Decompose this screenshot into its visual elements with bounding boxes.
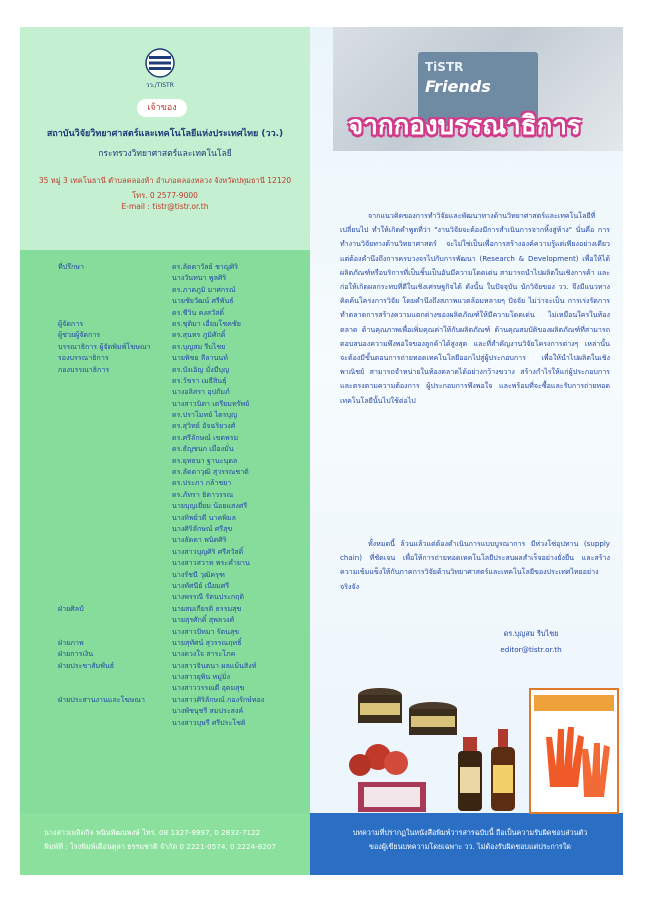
staff-row [20,352,310,363]
staff-name: ดร.ภาคภูมิ มาศกรณ์ [172,284,236,294]
banner-title: จากกองบรรณาธิการ [348,111,581,141]
phone: โทร. 0 2577-9000 [132,191,198,200]
staff-row [20,489,310,500]
staff-role: ฝ่ายศิลป์ [58,603,84,613]
magazine-page [20,27,623,875]
staff-row [20,534,310,545]
staff-role: ผู้ช่วยผู้จัดการ [58,330,101,340]
staff-name: นายพิชย ลีลานนท์ [172,353,228,363]
staff-name: นางสาววรรณดี อุดมสุข [172,683,245,693]
staff-row [20,295,310,306]
logo-text: วว./TISTR [146,82,174,89]
staff-row [20,557,310,568]
sauce-bottle-icon [458,729,515,811]
tistr-logo-icon [132,45,188,91]
staff-name: นางสาวยุพิน หมู่มิ่ง [172,672,231,682]
staff-name: นางลัดดา พนิตศิริ [172,535,227,545]
staff-name: ดร.สุนทร ภูมิศักดิ์ [172,330,226,340]
staff-name: ดร.ศรีลักษณ์ เขตพรม [172,432,239,442]
staff-row [20,580,310,591]
staff-name: นางสาวสวาท พระคำยาน [172,558,250,568]
staff-name: นางพรรณี รัตนประกฤติ [172,592,245,602]
photo-sign-text: Friends [425,77,491,96]
editorial-paragraph: ทั้งหมดนี้ ล้วนแล้วแต่ต้องดำเนินการแบบบูรณาการ มีห่วงโซ่อุปทาน (supply chain) ที่ชัดเจน เพื่อให้การถ่ายทอดเทคโนโลยีประสบผลสำเร็จอย่างยั่งยืน และสร้างความเข้มแข็งให้กับภาคการวิจัยด้านวิทยาศาสตร์และเทคโนโลยีของประเทศไทยอย่างจริงจัง [340,539,610,591]
staff-row [20,569,310,580]
staff-row [20,523,310,534]
staff-name: นางทิพย์วดี นาคพิมล [172,512,236,522]
staff-name: นางสาวศิริลักษณ์ กองรักษ์ทอง [172,694,265,704]
signature-name: ดร.บุญสม รีบไชย [503,629,559,638]
staff-name: นางสาวปัทมา รัตนสุข [172,626,240,636]
staff-name: ดร.ยุทธนา ฐานะนุดล [172,455,238,465]
staff-name: นางสาวนิตา เตรียมทรัพย์ [172,398,250,408]
ministry-name: กระทรวงวิทยาศาสตร์และเทคโนโลยี [98,149,232,159]
staff-list [20,261,310,728]
staff-role: ฝ่ายการเงิน [58,649,94,659]
staff-name: ดร.ภัทรา ธิตาวรรณ [172,489,234,499]
staff-name: ดร.ชีวิน คงสวัสดิ์ [172,307,225,317]
box-product-icon [358,782,426,812]
signature-email: editor@tistr.or.th [500,645,562,654]
staff-name: ดร.สุวิทย์ อัจฉริยวงศ์ [172,421,236,431]
staff-role: ที่ปรึกษา [58,262,84,271]
footer-right-line: ของผู้เขียนบทความโดยเฉพาะ วว. ไม่ต้องรับผิดชอบแต่ประการใด [369,842,571,851]
staff-role: กองบรรณาธิการ [58,364,110,374]
staff-name: ดร.ธัญชนก เมืองมั่น [172,444,234,454]
staff-role: ฝ่ายประชาสัมพันธ์ [58,660,115,670]
footer-left-line: นางสาวเพลิดกิจ พนินพัฒนพงษ์ โทร. 08 1327-9997, 0 2832-7122 [44,828,261,837]
staff-name: ดร.บุญสม รีบไชย [172,341,226,351]
staff-row [20,443,310,454]
product-photo [338,667,628,817]
staff-row [20,637,310,648]
staff-row [20,329,310,340]
staff-name: นายบุญเยี่ยม น้อยแสงศรี [172,501,248,511]
staff-row [20,614,310,625]
staff-row [20,682,310,693]
staff-row [20,660,310,671]
organization-name: สถาบันวิจัยวิทยาศาสตร์และเทคโนโลยีแห่งประเทศไทย (วว.) [46,129,284,139]
staff-name: นางสาวบุญศิริ ศรีสวัสดิ์ [172,546,244,556]
staff-role: รองบรรณาธิการ [58,353,109,363]
staff-row [20,546,310,557]
staff-name: นางสาวบุษรี ศรีประโชติ [172,717,246,727]
staff-name: นางศิริลักษณ์ ศรีสุข [172,523,233,533]
photo-sign-text: TiSTR [425,60,464,74]
staff-row [20,694,310,705]
staff-row [20,477,310,488]
staff-row [20,375,310,386]
staff-name: นางดวงใจ สาระโภค [172,649,236,659]
staff-name: นางวันทนา พูลศิริ [172,273,227,283]
owner-badge: เจ้าของ [137,99,187,117]
staff-row [20,432,310,443]
staff-row [20,307,310,318]
staff-name: ดร.บังเอิญ มั่งมีบุญ [172,364,229,374]
staff-row [20,705,310,716]
editorial-paragraph: จากแนวคิดของการทำวิจัยและพัฒนาทางด้านวิทยาศาสตร์และเทคโนโลยีที่เปลี่ยนไป ทำให้เกิดคำพูดที่ว่า "งานวิจัยจะต้องมีการสำเนินการจากหิ้งสู่ห้าง" นั่นคือ การทำงานวิจัยทางด้านวิทยาศาสตร์ จะไม่ใช่เป็นเพื่อการสร้างองค์ความรู้แต่เพียงอย่างเดียว แต่ต้องคำนึงถึงการครบวงจรไปกับการพัฒนา (Research & Development) เพื่อให้ได้ผลิตภัณฑ์หรือบริการที่เป็นชิ้นเป็นอันมีความโดดเด่น สามารถนำไปผลิตในเชิงการค้า และก่อให้เกิดผลกระทบที่ดีในเชิงเศรษฐกิจได้ ดังนั้น ในปัจจุบัน นักวิจัยของ วว. จึงมีแนวทางคิดค้นโครงการวิจัย โดยคำนึงถึงสภาพแวดล้อมหลายๆ ปัจจัย ไม่ว่าจะเป็น การเร่งรัดการทำตลาดการสร้างความแตกต่างของผลิตภัณฑ์ให้มีความโดดเด่น ไม่เหมือนใครในท้องตลาด ด้านคุณภาพเพื่อเพิ่มคุณค่าให้กับผลิตภัณฑ์ ด้านคุณสมบัติของผลิตภัณฑ์ที่สามารถตอบสนองความพึงพอใจของลูกค้าได้สูงสุด และที่สำคัญงานวิจัยโครงการต่างๆ เหล่านั้น จะต้องมีขั้นตอนการถ่ายทอดเทคโนโลยีออกไปสู่ผู้ประกอบการ เพื่อให้นำไปผลิตในเชิงพาณิชย์ สามารถจำหน่ายในท้องตลาดได้อย่างกว้างขวาง สร้างกำไรให้แก่ผู้ประกอบการ และตรงตามความต้องการ ผู้ประกอบการพึงพอใจ และพร้อมที่จะซื้อและรับการถ่ายทอดเทคโนโลยีนั้นไปใช้ต่อไป [340,211,610,405]
staff-row [20,272,310,283]
staff-name: นางทัศนีย์ เนียมศรี [172,580,230,590]
staff-name: ดร.ประภา กล้าชยา [172,478,232,488]
staff-role: บรรณาธิการ ผู้จัดพิมพ์โฆษณา [58,341,151,351]
jar-product-icon [358,688,457,735]
staff-role: ฝ่ายภาพ [58,637,84,647]
staff-name: ดร.ลัดดาวัลย์ ชาญศิริ [172,262,239,271]
staff-name: นางรัชนี วุฒิครุฑ [172,569,225,579]
staff-name: นางอลิสรา อุปถัมภ์ [172,387,230,397]
staff-row [20,284,310,295]
staff-name: นายสุรศักดิ์ สุพลวงศ์ [172,615,235,625]
staff-row [20,455,310,466]
staff-row [20,717,310,728]
staff-row [20,364,310,375]
staff-name: นางพัชนุชรี สมประสงค์ [172,706,244,716]
footer-left-line: พิมพ์ที่ : โรงพิมพ์เดือนตุลา ธรรมชาติ จำกัด 0 2221-0574, 0 2224-8207 [44,842,277,851]
staff-name: ดร.ชุติมา เอี่ยมโชคชัย [172,318,241,328]
staff-row [20,512,310,523]
staff-role: ผู้จัดการ [58,318,84,328]
address: 35 หมู่ 3 เทคโนธานี ตำบลคลองห้า อำเภอคลองหลวง จังหวัดปทุมธานี 12120 [38,176,292,185]
staff-name: นางสาวจินตนา ผลแม้นสิงห์ [172,660,257,670]
email: E-mail : tistr@tistr.or.th [121,202,209,211]
staff-row [20,591,310,602]
staff-name: นายสมเกียรติ ธรรมสุข [172,603,242,613]
staff-row [20,318,310,329]
staff-row [20,466,310,477]
staff-row [20,409,310,420]
staff-row [20,420,310,431]
staff-row [20,603,310,614]
staff-row [20,261,310,272]
staff-row [20,398,310,409]
rambutan-fruit-icon [349,744,408,776]
staff-row [20,341,310,352]
staff-row [20,500,310,511]
staff-row [20,386,310,397]
footer-right-line: บทความที่ปรากฏในหนังสือพิมพ์วารสารฉบับนี้ ถือเป็นความรับผิดชอบส่วนตัว [352,828,588,837]
staff-row [20,671,310,682]
glove-package-icon [530,689,618,813]
staff-role: ฝ่ายประสานงานและโฆษณา [58,694,145,704]
staff-name: ดร.วัชรา เมธีสินธุ์ [172,375,227,385]
staff-row [20,626,310,637]
staff-name: ดร.ลัดดาวุฒิ สุวรรณชาติ [172,467,249,477]
staff-name: นายสุทัศน์ สุวรรณฤทธิ์ [172,637,242,647]
staff-name: นายชัยวัฒน์ ศรีพันธ์ [172,296,234,306]
staff-row [20,648,310,659]
staff-name: ดร.ปราโมทย์ ไตรบุญ [172,410,238,420]
